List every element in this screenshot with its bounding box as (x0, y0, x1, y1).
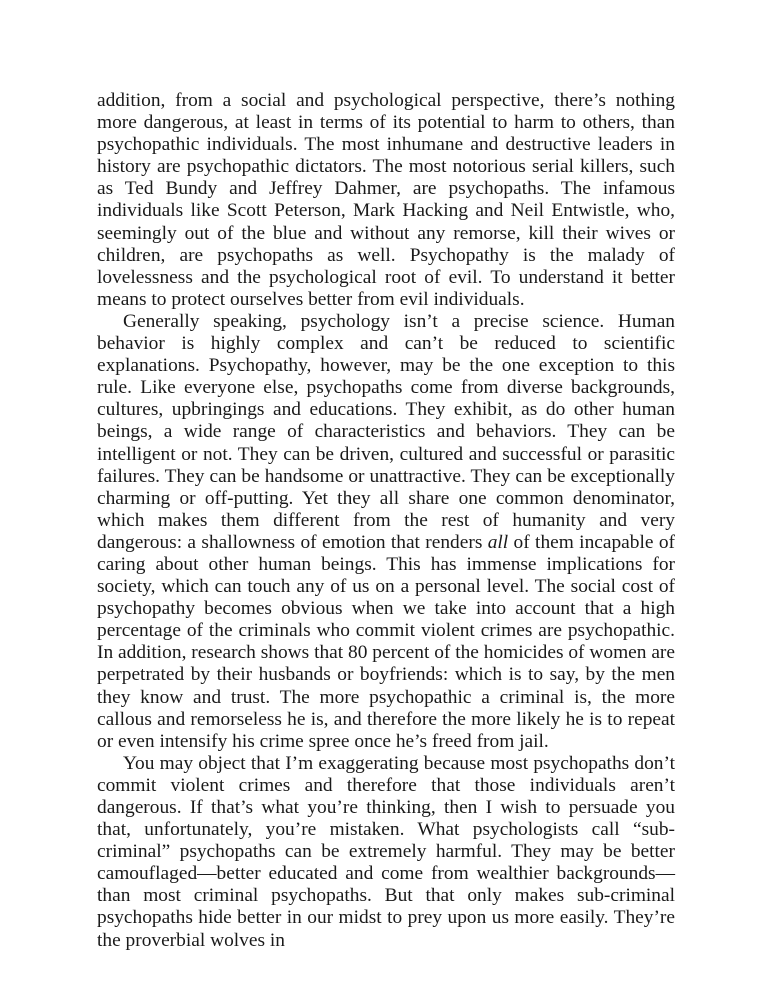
paragraph-1: addition, from a social and psychological perspective, there’s nothing more dangerous, at least in terms of its potential to harm to others, than psychopathic individuals. The most inhumane and destructive leaders in history are psychopathic dictators. The most notorious serial killers, such as Ted Bundy and Jeffrey Dahmer, are psychopaths. The infamous individuals like Scott Peterson, Mark Hacking and Neil Entwistle, who, seemingly out of the blue and without any remorse, kill their wives or children, are psychopaths as well. Psychopathy is the malady of lovelessness and the psychological root of evil. To understand it better means to protect ourselves better from evil individuals. (97, 90, 675, 310)
paragraph-2-text-end: of them incapable of caring about other human beings. This has immense implications for society, which can touch any of us on a personal level. The social cost of psychopathy becomes obvious when we take into account that a high percentage of the criminals who commit violent crimes are psychopathic. In addition, research shows that 80 percent of the homicides of women are perpetrated by their husbands or boyfriends: which is to say, by the men they know and trust. The more psychopathic a criminal is, the more callous and remorseless he is, and therefore the more likely he is to repeat or even intensify his crime spree once he’s freed from jail. (97, 531, 675, 752)
paragraph-3: You may object that I’m exaggerating because most psychopaths don’t commit violent crimes and therefore that those individuals aren’t dangerous. If that’s what you’re thinking, then I wish to persuade you that, unfortunately, you’re mistaken. What psychologists call “sub-criminal” psychopaths can be extremely harmful. They may be better camouflaged—better educated and come from wealthier backgrounds—than most criminal psychopaths. But that only makes sub-criminal psychopaths hide better in our midst to prey upon us more easily. They’re the proverbial wolves in (97, 752, 675, 951)
paragraph-2-text-start: Generally speaking, psychology isn’t a precise science. Human behavior is highly complex and can’t be reduced to scientific explanations. Psychopathy, however, may be the one exception to this rule. Like everyone else, psychopaths come from diverse backgrounds, cultures, upbringings and educations. They exhibit, as do other human beings, a wide range of characteristics and behaviors. They can be intelligent or not. They can be driven, cultured and successful or parasitic failures. They can be handsome or unattractive. They can be exceptionally charming or off-putting. Yet they all share one common denominator, which makes them different from the rest of humanity and very dangerous: a shallowness of emotion that renders (97, 310, 675, 553)
document-page (97, 90, 675, 952)
paragraph-2-italic-word: all (487, 531, 509, 553)
paragraph-2 (97, 311, 675, 753)
